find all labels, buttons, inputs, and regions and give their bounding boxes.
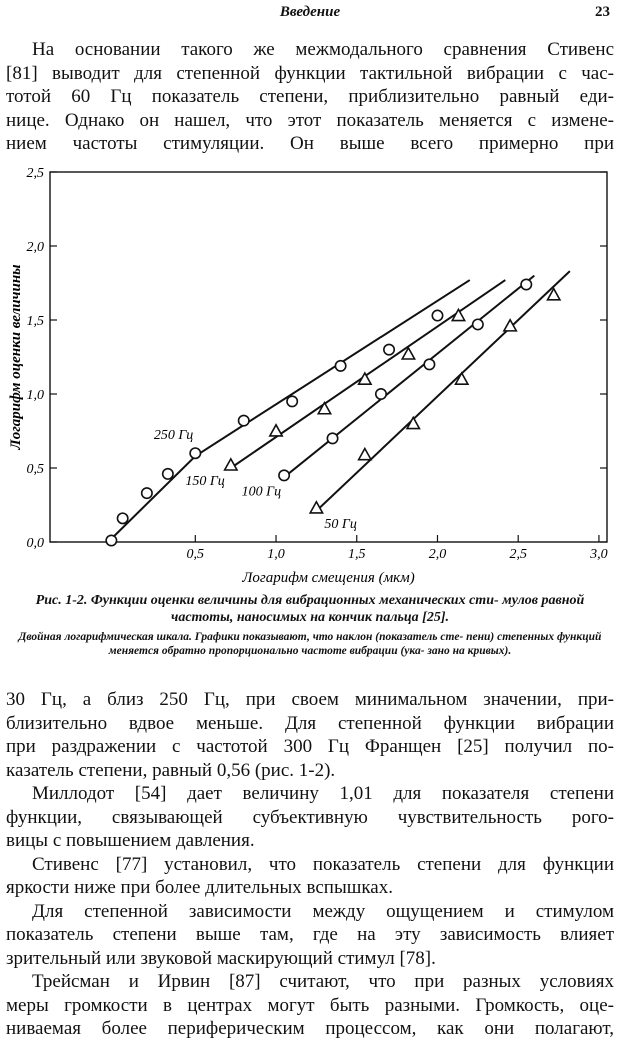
running-header [0,4,620,24]
data-point-triangle [318,403,330,414]
series-label: 100 Гц [241,484,282,500]
data-point-circle [142,488,152,498]
data-point-circle [473,319,483,329]
caption-note: Двойная логарифмическая шкала. Графики показывают, что наклон (показатель сте- пени) степенных функций меняется обратно пропорционально частоте вибрации (ука- зано на кривых). [18,631,602,657]
text-line: при раздражении с частотой 300 Гц Франщен [25] получил по- [6,736,614,757]
y-axis-label: Логарифм оценки величины [8,264,24,450]
text-line: [81] выводит для степенной функции тактильной вибрации с час- [6,62,614,84]
x-axis-label: Логарифм смещения (мкм) [242,570,415,586]
data-point-circle [327,433,337,443]
figure-caption [6,592,614,658]
x-tick-label: 0,5 [186,547,205,562]
text-line: нием частоты стимуляции. Он выше всего примерно при [6,133,614,154]
data-point-circle [279,470,289,480]
text-line: вицы с повышением давления. [6,830,255,851]
caption-main: Рис. 1-2. Функции оценки величины для вибрационных механических сти- мулов равной частоты, наносимых на кончик пальца [25]. [35,593,585,625]
text-line: зрительный или звуковой маскирующий стимул [78]. [6,947,436,969]
y-tick-label: 2,5 [26,166,44,181]
data-point-circle [287,396,297,406]
text-line: тотой 60 Гц показатель степени, приблизительно равный еди- [6,86,614,107]
text-line: казатель степени, равный 0,56 (рис. 1-2). [6,759,336,781]
text-line: Стивенс [77] установил, что показатель степени для функции [32,853,614,875]
x-tick-label: 2,0 [428,547,447,562]
plot-frame [50,172,607,542]
data-point-circle [117,513,127,523]
text-line: Для степенной зависимости между ощущением и стимулом [32,900,614,922]
data-point-circle [384,344,394,354]
magnitude-estimation-chart [0,160,620,590]
x-tick-label: 3,0 [590,547,608,562]
y-tick-label: 1,0 [26,388,44,403]
data-point-circle [424,359,434,369]
text-line: меры громкости в центрах могут быть разными. Громкость, оце- [6,994,614,1016]
x-tick-label: 1,5 [348,547,366,562]
paragraph-bottom [6,688,614,1041]
series-line [231,280,505,468]
series-label: 150 Гц [185,474,225,490]
y-tick-label: 0,5 [26,462,44,477]
text-line: На основании такого же межмодального сравнения Стивенс [32,39,614,60]
text-line: близительно вдвое меньше. Для степенной функции вибрации [6,712,614,734]
data-point-circle [190,448,200,458]
data-point-triangle [359,448,371,459]
y-tick-label: 2,0 [26,240,44,255]
data-point-circle [432,310,442,320]
x-tick-label: 1,0 [267,547,285,562]
paragraph-top [6,38,614,156]
page-number: 23 [595,4,610,20]
text-line: Трейсман и Ирвин [87] считают, что при разных условиях [32,971,614,992]
series-label: 250 Гц [153,428,194,444]
text-line: 30 Гц, а близ 250 Гц, при своем минимальном значении, при- [6,689,614,710]
figure-1-2 [0,160,620,590]
x-tick-label: 2,5 [509,547,527,562]
series-label: 50 Гц [324,516,357,532]
y-tick-label: 0,0 [26,536,44,551]
series-line [108,280,470,542]
text-line: ниваемая более периферическим процессом, как они полагают, [6,1018,614,1039]
data-point-circle [163,469,173,479]
series-line [315,271,570,512]
y-tick-label: 1,5 [26,314,44,329]
text-line: Миллодот [54] дает величину 1,01 для показателя степени [32,783,614,804]
data-point-circle [376,389,386,399]
text-line: показатель степени выше там, где на эту зависимость влияет [6,924,614,945]
text-line: ницe. Однако он нашел, что этот показатель меняется с измене- [6,109,614,131]
running-title: Введение [279,4,341,20]
text-line: функции, связывающей субъективную чувствительность рого- [6,806,614,828]
data-point-triangle [270,425,282,436]
data-point-circle [521,279,531,289]
data-point-circle [335,361,345,371]
data-point-triangle [504,320,516,331]
text-line: яркости ниже при более длительных вспышках. [6,877,393,898]
data-point-circle [239,415,249,425]
data-point-circle [106,535,116,545]
